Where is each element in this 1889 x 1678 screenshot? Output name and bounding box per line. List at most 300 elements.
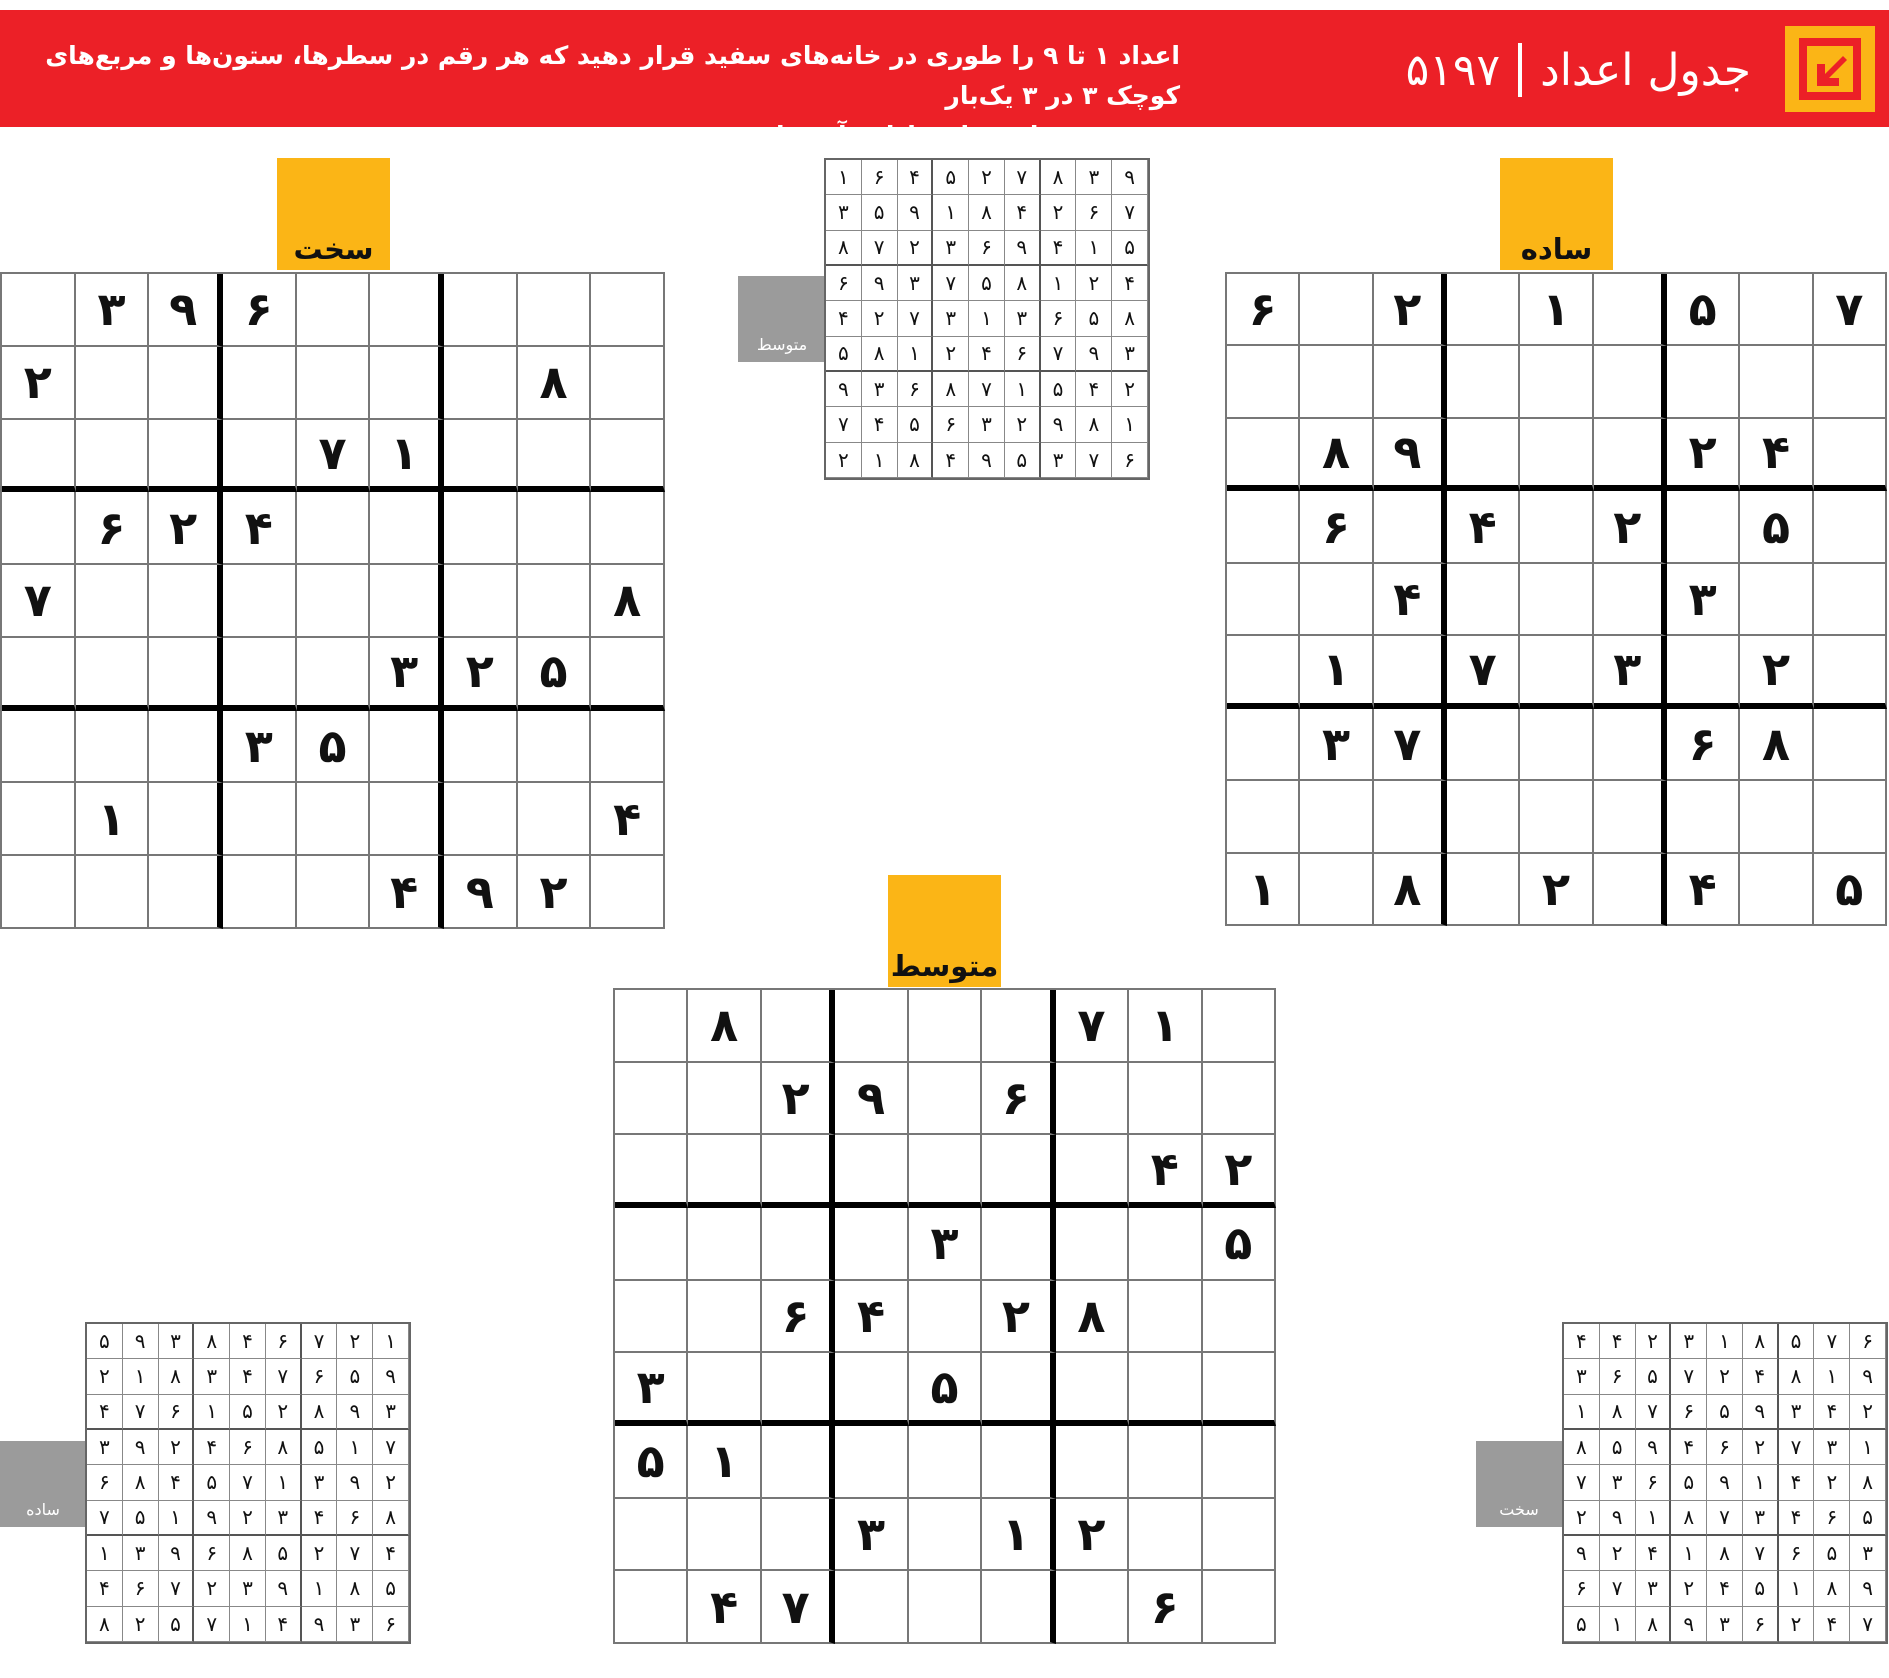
sudoku-cell: ۸ bbox=[159, 1359, 195, 1394]
sudoku-cell: ۶ bbox=[123, 1571, 159, 1606]
sudoku-cell: ۴ bbox=[688, 1571, 761, 1644]
sudoku-cell: ۸ bbox=[1076, 407, 1112, 442]
sudoku-cell: ۶ bbox=[1743, 1607, 1779, 1642]
sudoku-cell: ۵ bbox=[1707, 1395, 1743, 1430]
sudoku-cell: ۱ bbox=[370, 420, 444, 493]
sudoku-cell: ۵ bbox=[1203, 1208, 1276, 1281]
sudoku-cell bbox=[1203, 990, 1276, 1063]
sudoku-cell: ۳ bbox=[159, 1324, 195, 1359]
instructions-line-2: دیده شود. پاسخ‌ها در ادامه آمده است. bbox=[715, 121, 1180, 150]
sudoku-cell: ۱ bbox=[1600, 1607, 1636, 1642]
sudoku-cell: ۶ bbox=[1779, 1536, 1815, 1571]
sudoku-cell bbox=[1447, 709, 1520, 781]
sudoku-cell: ۵ bbox=[1005, 443, 1041, 478]
sudoku-cell: ۳ bbox=[933, 231, 969, 266]
sudoku-cell bbox=[1740, 274, 1813, 346]
sudoku-cell bbox=[1203, 1281, 1276, 1354]
sudoku-cell: ۸ bbox=[688, 990, 761, 1063]
sudoku-cell: ۹ bbox=[149, 274, 223, 347]
answer-label-easy: ساده bbox=[0, 1441, 86, 1527]
sudoku-cell bbox=[444, 711, 518, 784]
sudoku-cell bbox=[76, 347, 150, 420]
title-text: جدول اعداد bbox=[1540, 44, 1751, 96]
sudoku-cell: ۸ bbox=[1041, 160, 1077, 195]
sudoku-cell bbox=[1203, 1063, 1276, 1136]
sudoku-cell: ۷ bbox=[1707, 1501, 1743, 1536]
sudoku-cell: ۸ bbox=[123, 1465, 159, 1500]
sudoku-cell: ۵ bbox=[1076, 301, 1112, 336]
sudoku-cell: ۱ bbox=[1005, 372, 1041, 407]
sudoku-cell: ۳ bbox=[1636, 1571, 1672, 1606]
sudoku-cell: ۹ bbox=[159, 1536, 195, 1571]
sudoku-cell: ۶ bbox=[373, 1607, 409, 1642]
sudoku-cell: ۴ bbox=[223, 492, 297, 565]
sudoku-cell: ۱ bbox=[1671, 1536, 1707, 1571]
sudoku-cell: ۷ bbox=[2, 565, 76, 638]
sudoku-cell: ۳ bbox=[1076, 160, 1112, 195]
sudoku-cell bbox=[370, 711, 444, 784]
sudoku-cell: ۵ bbox=[909, 1353, 982, 1426]
sudoku-cell bbox=[1447, 274, 1520, 346]
sudoku-cell: ۵ bbox=[518, 638, 592, 711]
sudoku-cell: ۷ bbox=[297, 420, 371, 493]
sudoku-cell: ۷ bbox=[1814, 274, 1887, 346]
sudoku-cell bbox=[149, 565, 223, 638]
sudoku-cell: ۷ bbox=[1076, 443, 1112, 478]
sudoku-cell: ۸ bbox=[591, 565, 665, 638]
sudoku-cell bbox=[1667, 346, 1740, 418]
sudoku-cell bbox=[444, 347, 518, 420]
sudoku-cell: ۶ bbox=[1667, 709, 1740, 781]
sudoku-cell: ۹ bbox=[969, 443, 1005, 478]
sudoku-cell: ۱ bbox=[862, 443, 898, 478]
sudoku-cell: ۲ bbox=[1740, 636, 1813, 708]
sudoku-cell: ۴ bbox=[1740, 419, 1813, 491]
tag-hard: سخت bbox=[277, 158, 390, 270]
sudoku-cell: ۶ bbox=[194, 1536, 230, 1571]
sudoku-cell: ۵ bbox=[615, 1426, 688, 1499]
sudoku-cell: ۱ bbox=[194, 1395, 230, 1430]
sudoku-cell: ۷ bbox=[898, 301, 934, 336]
sudoku-cell bbox=[1203, 1426, 1276, 1499]
sudoku-cell: ۹ bbox=[337, 1395, 373, 1430]
sudoku-cell bbox=[149, 638, 223, 711]
sudoku-cell bbox=[1520, 564, 1593, 636]
sudoku-cell: ۱ bbox=[1636, 1501, 1672, 1536]
sudoku-cell: ۹ bbox=[826, 372, 862, 407]
sudoku-cell bbox=[2, 711, 76, 784]
sudoku-cell: ۸ bbox=[373, 1501, 409, 1536]
sudoku-cell: ۳ bbox=[1743, 1501, 1779, 1536]
sudoku-cell: ۵ bbox=[373, 1571, 409, 1606]
sudoku-cell: ۴ bbox=[87, 1571, 123, 1606]
sudoku-cell: ۸ bbox=[230, 1536, 266, 1571]
answer-label-hard: سخت bbox=[1476, 1441, 1562, 1527]
sudoku-cell bbox=[297, 347, 371, 420]
sudoku-cell: ۸ bbox=[1636, 1607, 1672, 1642]
sudoku-cell: ۱ bbox=[337, 1430, 373, 1465]
sudoku-cell: ۱ bbox=[266, 1465, 302, 1500]
sudoku-cell: ۶ bbox=[1300, 491, 1373, 563]
sudoku-cell: ۵ bbox=[826, 337, 862, 372]
sudoku-cell bbox=[1227, 781, 1300, 853]
sudoku-cell: ۲ bbox=[337, 1324, 373, 1359]
sudoku-cell bbox=[1447, 564, 1520, 636]
sudoku-cell: ۹ bbox=[337, 1465, 373, 1500]
sudoku-cell bbox=[1227, 636, 1300, 708]
sudoku-cell bbox=[1447, 346, 1520, 418]
sudoku-cell bbox=[1594, 419, 1667, 491]
sudoku-cell: ۲ bbox=[762, 1063, 835, 1136]
sudoku-cell: ۹ bbox=[1671, 1607, 1707, 1642]
sudoku-cell: ۶ bbox=[1564, 1571, 1600, 1606]
sudoku-cell: ۶ bbox=[1112, 443, 1148, 478]
sudoku-cell: ۴ bbox=[373, 1536, 409, 1571]
sudoku-cell: ۶ bbox=[1129, 1571, 1202, 1644]
sudoku-cell: ۸ bbox=[1600, 1395, 1636, 1430]
sudoku-cell: ۴ bbox=[1564, 1324, 1600, 1359]
sudoku-cell bbox=[444, 492, 518, 565]
sudoku-cell bbox=[76, 711, 150, 784]
sudoku-cell bbox=[688, 1063, 761, 1136]
sudoku-cell bbox=[1814, 709, 1887, 781]
sudoku-cell bbox=[297, 565, 371, 638]
sudoku-cell: ۶ bbox=[1671, 1395, 1707, 1430]
sudoku-cell bbox=[444, 565, 518, 638]
sudoku-cell: ۲ bbox=[194, 1571, 230, 1606]
sudoku-cell: ۴ bbox=[230, 1324, 266, 1359]
sudoku-cell bbox=[591, 638, 665, 711]
sudoku-cell bbox=[1740, 346, 1813, 418]
sudoku-cell: ۴ bbox=[1041, 231, 1077, 266]
sudoku-cell: ۱ bbox=[1300, 636, 1373, 708]
sudoku-cell: ۶ bbox=[266, 1324, 302, 1359]
sudoku-cell: ۴ bbox=[826, 301, 862, 336]
sudoku-cell bbox=[688, 1353, 761, 1426]
sudoku-cell: ۸ bbox=[1112, 301, 1148, 336]
sudoku-cell: ۸ bbox=[1743, 1324, 1779, 1359]
sudoku-cell: ۸ bbox=[1850, 1465, 1886, 1500]
sudoku-cell: ۵ bbox=[266, 1536, 302, 1571]
sudoku-cell: ۷ bbox=[373, 1430, 409, 1465]
puzzle-grid-hard bbox=[0, 272, 665, 929]
sudoku-cell: ۲ bbox=[982, 1281, 1055, 1354]
puzzle-grid-medium bbox=[613, 988, 1276, 1644]
sudoku-cell: ۷ bbox=[1056, 990, 1129, 1063]
sudoku-cell: ۵ bbox=[862, 195, 898, 230]
sudoku-cell: ۴ bbox=[1600, 1324, 1636, 1359]
sudoku-cell bbox=[1814, 491, 1887, 563]
sudoku-cell: ۲ bbox=[933, 337, 969, 372]
sudoku-cell: ۲ bbox=[123, 1607, 159, 1642]
sudoku-cell: ۳ bbox=[230, 1571, 266, 1606]
sudoku-cell: ۲ bbox=[87, 1359, 123, 1394]
sudoku-cell: ۴ bbox=[933, 443, 969, 478]
sudoku-cell: ۷ bbox=[1564, 1465, 1600, 1500]
sudoku-cell: ۱ bbox=[76, 783, 150, 856]
sudoku-cell: ۵ bbox=[297, 711, 371, 784]
sudoku-cell: ۴ bbox=[1129, 1135, 1202, 1208]
sudoku-cell: ۴ bbox=[1743, 1359, 1779, 1394]
sudoku-cell: ۵ bbox=[302, 1430, 338, 1465]
sudoku-cell: ۹ bbox=[1112, 160, 1148, 195]
sudoku-cell: ۶ bbox=[933, 407, 969, 442]
sudoku-cell: ۹ bbox=[1005, 231, 1041, 266]
sudoku-cell bbox=[518, 711, 592, 784]
instructions-line-1: اعداد ۱ تا ۹ را طوری در خانه‌های سفید قرار دهید که هر رقم در سطرها، ستون‌ها و مربع‌های کوچک ۳ در ۳ یک‌بار bbox=[45, 41, 1180, 110]
sudoku-cell bbox=[909, 1426, 982, 1499]
sudoku-cell: ۳ bbox=[370, 638, 444, 711]
sudoku-cell bbox=[762, 1135, 835, 1208]
sudoku-cell: ۳ bbox=[194, 1359, 230, 1394]
answer-grid-hard bbox=[1562, 1322, 1888, 1644]
sudoku-cell bbox=[1814, 419, 1887, 491]
sudoku-cell: ۳ bbox=[223, 711, 297, 784]
sudoku-cell: ۶ bbox=[302, 1359, 338, 1394]
sudoku-cell: ۹ bbox=[123, 1430, 159, 1465]
sudoku-cell: ۴ bbox=[1814, 1607, 1850, 1642]
sudoku-cell bbox=[370, 783, 444, 856]
sudoku-cell: ۱ bbox=[159, 1501, 195, 1536]
sudoku-cell bbox=[688, 1135, 761, 1208]
sudoku-cell bbox=[1227, 709, 1300, 781]
sudoku-cell: ۵ bbox=[1814, 854, 1887, 926]
sudoku-cell: ۶ bbox=[826, 266, 862, 301]
sudoku-cell: ۲ bbox=[969, 160, 1005, 195]
sudoku-cell: ۱ bbox=[87, 1536, 123, 1571]
sudoku-cell: ۷ bbox=[1112, 195, 1148, 230]
sudoku-cell: ۷ bbox=[933, 266, 969, 301]
sudoku-cell bbox=[1056, 1063, 1129, 1136]
sudoku-cell bbox=[615, 1571, 688, 1644]
sudoku-cell: ۶ bbox=[762, 1281, 835, 1354]
sudoku-cell bbox=[1447, 781, 1520, 853]
sudoku-cell: ۶ bbox=[862, 160, 898, 195]
sudoku-cell: ۲ bbox=[266, 1395, 302, 1430]
sudoku-cell: ۴ bbox=[969, 337, 1005, 372]
sudoku-cell bbox=[835, 1208, 908, 1281]
sudoku-cell: ۲ bbox=[1112, 372, 1148, 407]
sudoku-cell: ۷ bbox=[1743, 1536, 1779, 1571]
sudoku-cell bbox=[615, 1499, 688, 1572]
sudoku-cell: ۵ bbox=[933, 160, 969, 195]
sudoku-cell: ۲ bbox=[1203, 1135, 1276, 1208]
sudoku-cell: ۴ bbox=[302, 1501, 338, 1536]
sudoku-cell: ۹ bbox=[1374, 419, 1447, 491]
sudoku-cell bbox=[615, 1063, 688, 1136]
sudoku-cell bbox=[149, 711, 223, 784]
sudoku-cell bbox=[982, 1353, 1055, 1426]
sudoku-cell: ۸ bbox=[1374, 854, 1447, 926]
sudoku-cell bbox=[76, 856, 150, 929]
sudoku-cell bbox=[1129, 1208, 1202, 1281]
sudoku-cell: ۲ bbox=[1667, 419, 1740, 491]
sudoku-cell bbox=[762, 1208, 835, 1281]
sudoku-cell: ۱ bbox=[969, 301, 1005, 336]
sudoku-cell: ۳ bbox=[1779, 1395, 1815, 1430]
sudoku-cell: ۸ bbox=[1779, 1359, 1815, 1394]
sudoku-cell: ۲ bbox=[1850, 1395, 1886, 1430]
sudoku-cell bbox=[297, 492, 371, 565]
sudoku-cell bbox=[297, 638, 371, 711]
sudoku-cell bbox=[835, 1426, 908, 1499]
sudoku-cell: ۳ bbox=[1667, 564, 1740, 636]
sudoku-cell bbox=[1056, 1426, 1129, 1499]
sudoku-cell: ۹ bbox=[302, 1607, 338, 1642]
sudoku-cell bbox=[688, 1281, 761, 1354]
sudoku-cell bbox=[223, 783, 297, 856]
sudoku-cell: ۳ bbox=[1041, 443, 1077, 478]
sudoku-cell bbox=[149, 783, 223, 856]
sudoku-cell: ۹ bbox=[1076, 337, 1112, 372]
sudoku-cell bbox=[982, 1571, 1055, 1644]
header-banner bbox=[0, 10, 1889, 150]
sudoku-cell: ۴ bbox=[898, 160, 934, 195]
sudoku-cell: ۱ bbox=[1850, 1430, 1886, 1465]
sudoku-cell: ۵ bbox=[1600, 1430, 1636, 1465]
sudoku-cell bbox=[1667, 636, 1740, 708]
sudoku-cell bbox=[1227, 346, 1300, 418]
sudoku-cell: ۴ bbox=[1076, 372, 1112, 407]
sudoku-cell: ۳ bbox=[1005, 301, 1041, 336]
sudoku-cell bbox=[149, 420, 223, 493]
sudoku-cell: ۸ bbox=[266, 1430, 302, 1465]
sudoku-cell bbox=[762, 990, 835, 1063]
sudoku-cell bbox=[444, 783, 518, 856]
sudoku-cell bbox=[1203, 1499, 1276, 1572]
sudoku-cell: ۳ bbox=[1814, 1430, 1850, 1465]
sudoku-cell: ۳ bbox=[1671, 1324, 1707, 1359]
sudoku-cell: ۸ bbox=[826, 231, 862, 266]
sudoku-cell bbox=[1300, 564, 1373, 636]
sudoku-cell: ۷ bbox=[1636, 1395, 1672, 1430]
sudoku-cell: ۷ bbox=[1850, 1607, 1886, 1642]
sudoku-cell: ۸ bbox=[518, 347, 592, 420]
sudoku-cell: ۱ bbox=[1564, 1395, 1600, 1430]
sudoku-cell bbox=[1129, 1499, 1202, 1572]
sudoku-cell bbox=[1300, 781, 1373, 853]
sudoku-cell: ۳ bbox=[1707, 1607, 1743, 1642]
sudoku-cell: ۶ bbox=[1814, 1501, 1850, 1536]
sudoku-cell: ۳ bbox=[835, 1499, 908, 1572]
sudoku-cell bbox=[1520, 709, 1593, 781]
sudoku-cell: ۷ bbox=[1041, 337, 1077, 372]
sudoku-cell bbox=[1814, 346, 1887, 418]
sudoku-cell: ۳ bbox=[123, 1536, 159, 1571]
sudoku-cell: ۴ bbox=[862, 407, 898, 442]
sudoku-cell bbox=[370, 492, 444, 565]
sudoku-cell: ۱ bbox=[826, 160, 862, 195]
sudoku-cell: ۳ bbox=[1112, 337, 1148, 372]
sudoku-cell: ۳ bbox=[898, 266, 934, 301]
sudoku-cell: ۲ bbox=[1594, 491, 1667, 563]
sudoku-cell: ۵ bbox=[159, 1607, 195, 1642]
sudoku-cell: ۳ bbox=[373, 1395, 409, 1430]
sudoku-cell bbox=[982, 1208, 1055, 1281]
sudoku-cell: ۳ bbox=[87, 1430, 123, 1465]
sudoku-cell bbox=[762, 1353, 835, 1426]
sudoku-cell bbox=[1056, 1135, 1129, 1208]
sudoku-cell bbox=[909, 1135, 982, 1208]
sudoku-cell: ۸ bbox=[337, 1571, 373, 1606]
sudoku-cell bbox=[591, 711, 665, 784]
sudoku-cell: ۲ bbox=[518, 856, 592, 929]
sudoku-cell bbox=[1129, 1353, 1202, 1426]
sudoku-cell bbox=[591, 492, 665, 565]
sudoku-cell bbox=[591, 347, 665, 420]
tag-medium: متوسط bbox=[888, 875, 1001, 987]
sudoku-cell: ۲ bbox=[1076, 266, 1112, 301]
sudoku-cell: ۸ bbox=[1814, 1571, 1850, 1606]
sudoku-cell bbox=[1129, 1426, 1202, 1499]
sudoku-cell bbox=[1594, 274, 1667, 346]
sudoku-cell bbox=[1594, 346, 1667, 418]
sudoku-cell bbox=[223, 420, 297, 493]
sudoku-cell bbox=[1203, 1571, 1276, 1644]
sudoku-cell: ۱ bbox=[123, 1359, 159, 1394]
sudoku-cell: ۹ bbox=[1041, 407, 1077, 442]
sudoku-cell bbox=[518, 492, 592, 565]
sudoku-cell: ۱ bbox=[933, 195, 969, 230]
sudoku-cell bbox=[615, 1135, 688, 1208]
sudoku-cell: ۷ bbox=[337, 1536, 373, 1571]
sudoku-cell bbox=[1520, 419, 1593, 491]
sudoku-cell: ۹ bbox=[1850, 1359, 1886, 1394]
sudoku-cell: ۱ bbox=[1814, 1359, 1850, 1394]
sudoku-cell: ۴ bbox=[1447, 491, 1520, 563]
tag-easy: ساده bbox=[1500, 158, 1613, 270]
sudoku-cell bbox=[1814, 781, 1887, 853]
sudoku-cell: ۳ bbox=[969, 407, 1005, 442]
sudoku-cell bbox=[909, 990, 982, 1063]
sudoku-cell: ۹ bbox=[835, 1063, 908, 1136]
sudoku-cell: ۷ bbox=[1779, 1430, 1815, 1465]
sudoku-cell: ۴ bbox=[87, 1395, 123, 1430]
sudoku-cell bbox=[688, 1208, 761, 1281]
title-divider bbox=[1518, 43, 1522, 97]
sudoku-cell: ۶ bbox=[1707, 1430, 1743, 1465]
sudoku-cell bbox=[1300, 346, 1373, 418]
sudoku-cell bbox=[615, 1208, 688, 1281]
sudoku-cell: ۱ bbox=[982, 1499, 1055, 1572]
sudoku-cell: ۴ bbox=[194, 1430, 230, 1465]
sudoku-cell bbox=[1129, 1281, 1202, 1354]
sudoku-cell: ۴ bbox=[591, 783, 665, 856]
sudoku-cell: ۹ bbox=[123, 1324, 159, 1359]
sudoku-cell: ۲ bbox=[2, 347, 76, 420]
sudoku-cell bbox=[1520, 346, 1593, 418]
sudoku-cell: ۳ bbox=[302, 1465, 338, 1500]
sudoku-cell: ۹ bbox=[1600, 1501, 1636, 1536]
sudoku-cell bbox=[370, 274, 444, 347]
sudoku-cell bbox=[370, 347, 444, 420]
sudoku-cell: ۲ bbox=[862, 301, 898, 336]
sudoku-cell: ۷ bbox=[87, 1501, 123, 1536]
sudoku-cell bbox=[909, 1063, 982, 1136]
sudoku-cell: ۹ bbox=[444, 856, 518, 929]
instructions bbox=[20, 36, 1180, 156]
sudoku-cell bbox=[1129, 1063, 1202, 1136]
sudoku-cell bbox=[1447, 419, 1520, 491]
sudoku-cell bbox=[2, 638, 76, 711]
sudoku-cell bbox=[1374, 636, 1447, 708]
sudoku-cell bbox=[2, 274, 76, 347]
sudoku-cell: ۳ bbox=[1564, 1359, 1600, 1394]
sudoku-cell bbox=[615, 990, 688, 1063]
sudoku-cell: ۷ bbox=[762, 1571, 835, 1644]
sudoku-cell bbox=[591, 420, 665, 493]
sudoku-cell: ۴ bbox=[1112, 266, 1148, 301]
